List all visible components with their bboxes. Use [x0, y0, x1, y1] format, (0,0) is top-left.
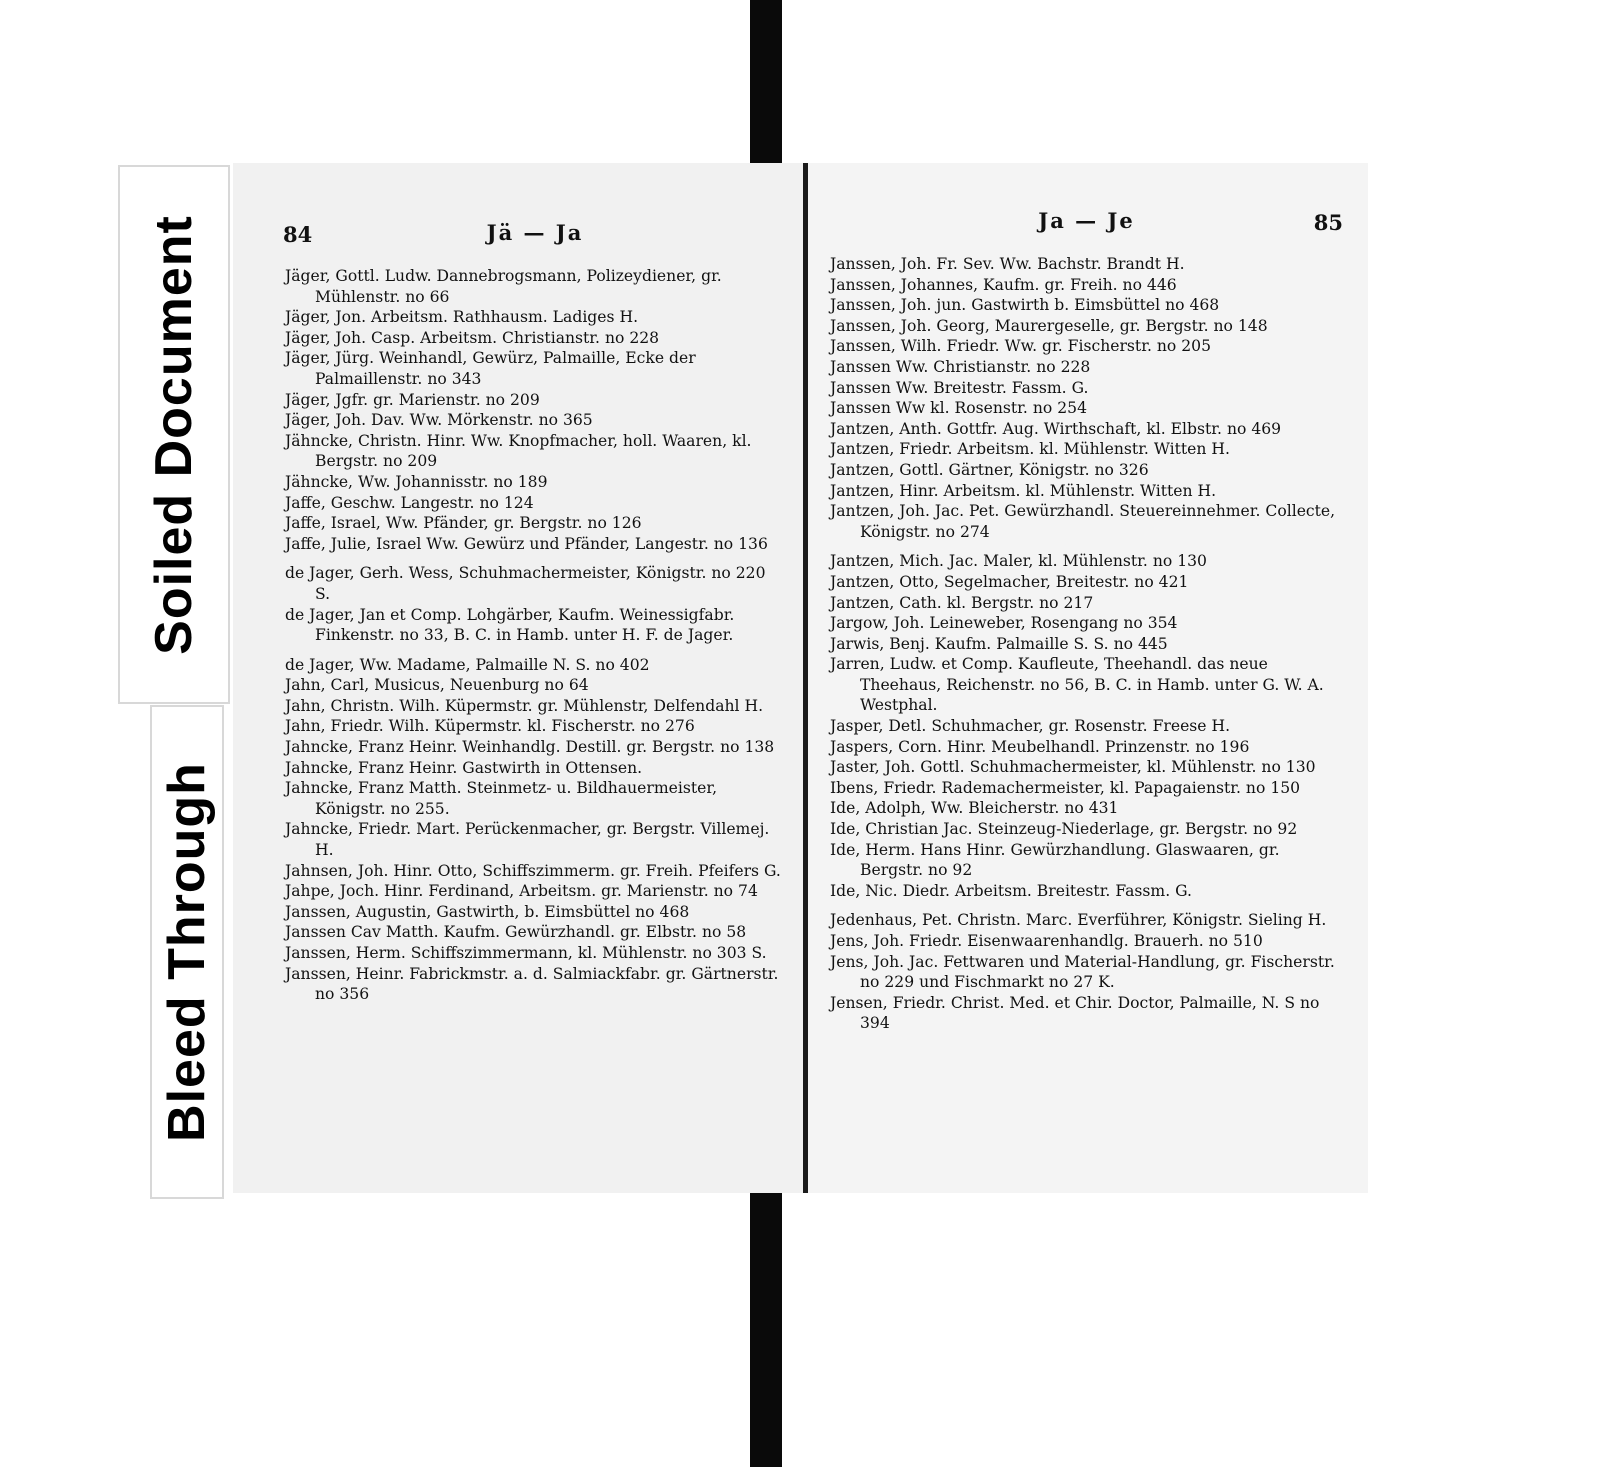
directory-entry: Jaffe, Geschw. Langestr. no 124	[285, 493, 534, 512]
directory-entry: Jahncke, Franz Heinr. Weinhandlg. Destill. gr. Bergstr. no 138	[285, 738, 775, 757]
directory-entry: Janssen, Johannes, Kaufm. gr. Freih. no 446	[830, 275, 1177, 294]
left-page	[233, 163, 803, 1193]
directory-entry: Janssen, Heinr. Fabrickmstr. a. d. Salmiackfabr. gr. Gärtnerstr. no 356	[285, 964, 779, 1004]
directory-entry: Ide, Adolph, Ww. Bleicherstr. no 431	[830, 799, 1119, 818]
directory-entry: Janssen, Augustin, Gastwirth, b. Eimsbüttel no 468	[285, 902, 690, 921]
soiled-label-text: Soiled Document	[145, 214, 203, 655]
directory-entry: Jaffe, Israel, Ww. Pfänder, gr. Bergstr. no 126	[285, 514, 642, 533]
directory-entry: Jähncke, Ww. Johannisstr. no 189	[285, 472, 548, 491]
directory-entry: Jantzen, Hinr. Arbeitsm. kl. Mühlenstr. Witten H.	[830, 481, 1217, 500]
directory-entry: Jahncke, Friedr. Mart. Perückenmacher, gr. Bergstr. Villemej. H.	[285, 820, 770, 860]
binding-strip-top	[750, 0, 782, 175]
directory-entry: Jäger, Jon. Arbeitsm. Rathhausm. Ladiges H.	[285, 308, 639, 327]
directory-entry: Jens, Joh. Friedr. Eisenwaarenhandlg. Brauerh. no 510	[830, 932, 1263, 950]
directory-entry: Jäger, Jgfr. gr. Marienstr. no 209	[285, 390, 540, 409]
directory-entry: Jahn, Carl, Musicus, Neuenburg no 64	[285, 676, 589, 695]
directory-entry: Jantzen, Friedr. Arbeitsm. kl. Mühlenstr. Witten H.	[830, 440, 1230, 459]
directory-entry: Janssen Ww. Christianstr. no 228	[830, 357, 1091, 376]
directory-entry: Janssen Ww. Breitestr. Fassm. G.	[830, 378, 1089, 397]
right-page-header	[830, 208, 1343, 242]
directory-entry: Jedenhaus, Pet. Christn. Marc. Everführer, Königstr. Sieling H.	[830, 911, 1327, 930]
left-running-head: Jä — Ja	[486, 220, 584, 245]
directory-entry: de Jager, Gerh. Wess, Schuhmachermeister, Königstr. no 220 S.	[285, 564, 766, 603]
directory-entry: Jähncke, Christn. Hinr. Ww. Knopfmacher, holl. Waaren, kl. Bergstr. no 209	[285, 431, 752, 471]
directory-entry: Jahncke, Franz Heinr. Gastwirth in Ottensen.	[285, 758, 643, 777]
directory-entry: Jahpe, Joch. Hinr. Ferdinand, Arbeitsm. gr. Marienstr. no 74	[285, 882, 758, 901]
directory-entry: Jantzen, Anth. Gottfr. Aug. Wirthschaft, kl. Elbstr. no 469	[830, 419, 1282, 438]
directory-entry: Jarren, Ludw. et Comp. Kaufleute, Theehandl. das neue Theehaus, Reichenstr. no 56, B. C. in Hamb. unter G. W. A. Westphal.	[830, 655, 1324, 715]
bleed-label-text: Bleed Through	[158, 762, 216, 1142]
directory-entry: Jasper, Detl. Schuhmacher, gr. Rosenstr. Freese H.	[830, 717, 1231, 736]
directory-entry: Janssen, Joh. Fr. Sev. Ww. Bachstr. Brandt H.	[830, 255, 1185, 273]
directory-entry: Janssen, Joh. Georg, Maurergeselle, gr. Bergstr. no 148	[830, 316, 1268, 335]
directory-entry: Jahn, Friedr. Wilh. Küpermstr. kl. Fischerstr. no 276	[285, 717, 695, 736]
directory-entry: Jahnsen, Joh. Hinr. Otto, Schiffszimmerm. gr. Freih. Pfeifers G.	[285, 861, 781, 880]
directory-entry: Janssen Ww kl. Rosenstr. no 254	[830, 399, 1087, 418]
directory-entry: de Jager, Jan et Comp. Lohgärber, Kaufm. Weinessigfabr. Finkenstr. no 33, B. C. in Hamb. unter H. F. de Jager.	[285, 605, 735, 645]
directory-entry: Jargow, Joh. Leineweber, Rosengang no 354	[830, 614, 1178, 633]
directory-entry: Jäger, Joh. Dav. Ww. Mörkenstr. no 365	[285, 411, 593, 430]
directory-entry: Jäger, Joh. Casp. Arbeitsm. Christianstr. no 228	[285, 328, 660, 347]
directory-entry: Janssen, Wilh. Friedr. Ww. gr. Fischerstr. no 205	[830, 337, 1212, 356]
directory-entry: Jaffe, Julie, Israel Ww. Gewürz und Pfänder, Langestr. no 136	[285, 534, 768, 553]
right-running-head: Ja — Je	[1038, 208, 1135, 233]
directory-entry: Jarwis, Benj. Kaufm. Palmaille S. S. no 445	[830, 634, 1168, 653]
directory-entry: Jahn, Christn. Wilh. Küpermstr. gr. Mühlenstr, Delfendahl H.	[285, 696, 764, 715]
directory-entry: Jaspers, Corn. Hinr. Meubelhandl. Prinzenstr. no 196	[830, 737, 1250, 756]
directory-entry: Janssen Cav Matth. Kaufm. Gewürzhandl. gr. Elbstr. no 58	[285, 923, 747, 942]
right-page-number: 85	[1313, 210, 1343, 235]
bleed-through-label	[150, 705, 224, 1199]
directory-entry: Jantzen, Otto, Segelmacher, Breitestr. no 421	[830, 572, 1189, 591]
directory-entry: Jantzen, Cath. kl. Bergstr. no 217	[830, 593, 1094, 612]
soiled-document-label	[118, 165, 230, 704]
directory-entry: Jensen, Friedr. Christ. Med. et Chir. Doctor, Palmaille, N. S no 394	[830, 993, 1320, 1033]
directory-entry: Jantzen, Mich. Jac. Maler, kl. Mühlenstr. no 130	[830, 552, 1207, 571]
directory-entry: de Jager, Ww. Madame, Palmaille N. S. no 402	[285, 655, 650, 674]
directory-entry: Ibens, Friedr. Rademachermeister, kl. Papagaienstr. no 150	[830, 778, 1301, 797]
directory-entry: Ide, Nic. Diedr. Arbeitsm. Breitestr. Fassm. G.	[830, 881, 1192, 900]
directory-entry: Jantzen, Gottl. Gärtner, Königstr. no 326	[830, 460, 1149, 479]
directory-entry: Jäger, Gottl. Ludw. Dannebrogsmann, Polizeydiener, gr. Mühlenstr. no 66	[285, 267, 722, 306]
directory-entry: Jantzen, Joh. Jac. Pet. Gewürzhandl. Steuereinnehmer. Collecte, Königstr. no 274	[830, 502, 1336, 541]
right-page	[808, 163, 1368, 1193]
directory-entry: Ide, Herm. Hans Hinr. Gewürzhandlung. Glaswaaren, gr. Bergstr. no 92	[830, 840, 1280, 880]
directory-entry: Jäger, Jürg. Weinhandl, Gewürz, Palmaille, Ecke der Palmaillenstr. no 343	[285, 349, 696, 388]
left-page-header	[285, 220, 785, 254]
directory-entry: Janssen, Joh. jun. Gastwirth b. Eimsbüttel no 468	[830, 296, 1220, 315]
directory-entry: Ide, Christian Jac. Steinzeug-Niederlage, gr. Bergstr. no 92	[830, 820, 1298, 839]
left-page-number: 84	[283, 222, 313, 247]
binding-strip-bottom	[750, 1186, 782, 1467]
directory-entry: Jens, Joh. Jac. Fettwaren und Material-Handlung, gr. Fischerstr. no 229 und Fischmarkt no 27 K.	[830, 952, 1335, 992]
right-entry-list	[830, 254, 1343, 1034]
left-entry-list	[285, 266, 785, 1005]
directory-entry: Jaster, Joh. Gottl. Schuhmachermeister, kl. Mühlenstr. no 130	[830, 758, 1316, 777]
directory-entry: Jahncke, Franz Matth. Steinmetz- u. Bildhauermeister, Königstr. no 255.	[285, 779, 718, 818]
directory-entry: Janssen, Herm. Schiffszimmermann, kl. Mühlenstr. no 303 S.	[285, 944, 767, 962]
